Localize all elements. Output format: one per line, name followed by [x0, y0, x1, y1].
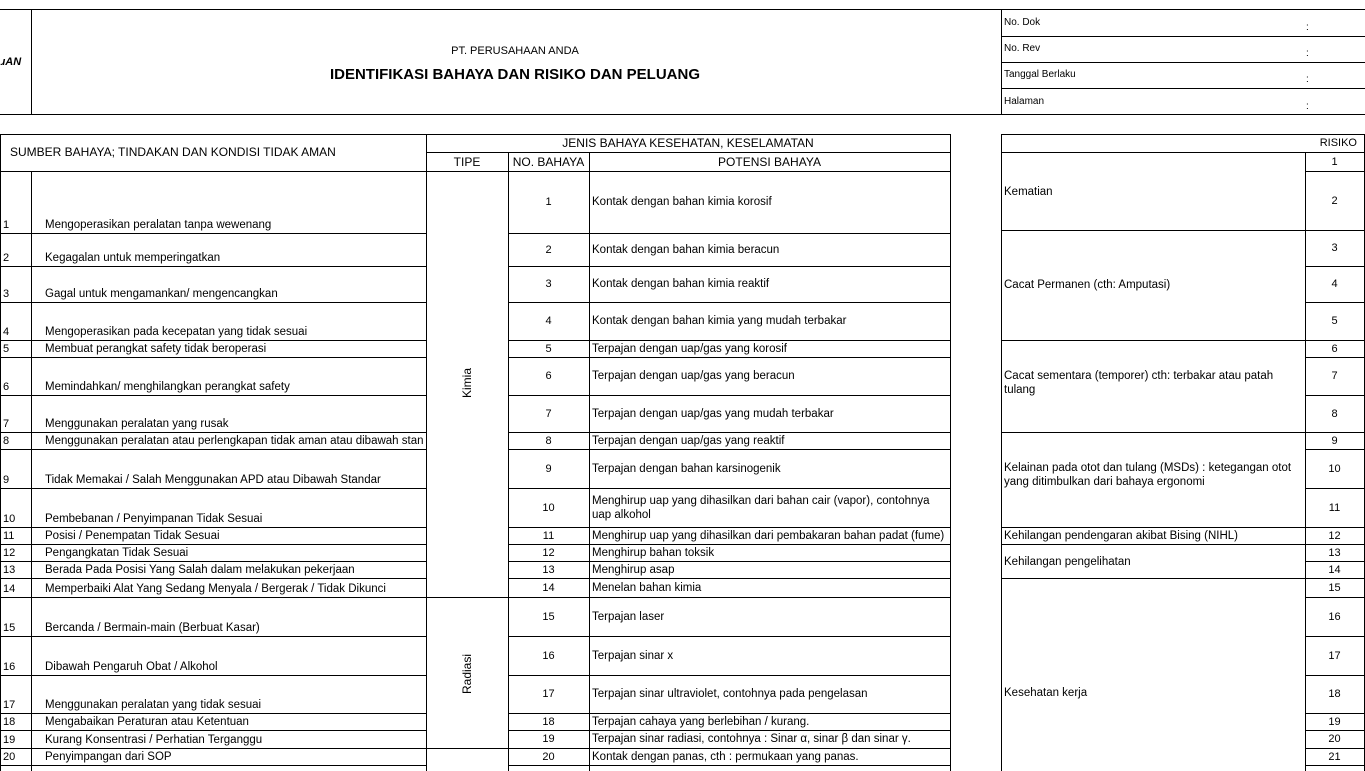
src-row-line [0, 636, 426, 637]
src-row-line [0, 748, 426, 749]
risk-header: RISIKO [1319, 137, 1357, 149]
meta-label: No. Dok [1004, 17, 1041, 28]
header-bottom-line [0, 171, 950, 172]
meta-value: : [1306, 22, 1309, 33]
meta-label: Halaman [1004, 96, 1045, 107]
hazard-text: Terpajan sinar ultraviolet, contohnya pada pengelasan [592, 688, 868, 700]
risk-number: 14 [1328, 563, 1341, 576]
source-row-number: 3 [3, 288, 10, 300]
risk-number: 5 [1331, 315, 1338, 327]
hazard-text: Terpajan dengan bahan karsinogenik [592, 462, 781, 475]
hazard-number: 5 [545, 342, 552, 355]
source-row-number: 15 [3, 622, 16, 634]
risk-top-border [1001, 134, 1364, 135]
risk-num-row-line [1305, 675, 1364, 676]
source-row-text: Kegagalan untuk memperingatkan [45, 252, 221, 264]
risk-category: Kesehatan kerja [1004, 687, 1088, 699]
hazard-number: 13 [542, 563, 555, 576]
source-row-text: Mengoperasikan peralatan tanpa wewenang [45, 219, 272, 231]
source-row-number: 13 [3, 564, 16, 576]
hazard-text: Menghirup bahan toksik [592, 546, 715, 559]
hazard-number: 15 [542, 610, 555, 623]
hazard-number: 9 [545, 462, 552, 475]
source-row-number: 17 [3, 699, 16, 711]
no-col-divider [31, 171, 32, 771]
hazard-text: Kontak dengan panas, cth : permukaan yang panas. [592, 750, 859, 763]
meta-row-line-0 [1001, 36, 1365, 37]
source-row-text: Pembebanan / Penyimpanan Tidak Sesuai [45, 513, 263, 525]
meta-label: No. Rev [1004, 43, 1041, 54]
source-row-number: 6 [3, 381, 10, 393]
header-logo-divider [31, 9, 32, 115]
risk-number: 21 [1328, 750, 1341, 763]
risk-subheader-line [1305, 152, 1364, 153]
risk-group-line [1001, 432, 1305, 433]
risk-group-line [1001, 152, 1305, 153]
source-row-text: Menggunakan peralatan atau perlengkapan tidak aman atau dibawah stan [45, 435, 424, 447]
risk-number: 18 [1328, 688, 1341, 700]
risk-num-row-line [1305, 357, 1364, 358]
hazard-row-line [508, 675, 950, 676]
risk-num-row-line [1305, 395, 1364, 396]
hazard-text: Kontak dengan bahan kimia reaktif [592, 278, 770, 290]
risk-num-row-line [1305, 266, 1364, 267]
source-row-text: Menggunakan peralatan yang tidak sesuai [45, 699, 262, 711]
hazard-number: 10 [542, 501, 555, 514]
risk-group-line [1001, 544, 1305, 545]
src-row-line [0, 713, 426, 714]
nobahaya-col-divider [589, 152, 590, 771]
src-row-line [0, 765, 426, 766]
source-row-text: Penyimpangan dari SOP [45, 751, 172, 763]
source-row-number: 7 [3, 418, 10, 430]
source-row-text: Memperbaiki Alat Yang Sedang Menyala / Bergerak / Tidak Dikunci [45, 583, 386, 595]
src-row-line [0, 730, 426, 731]
source-row-number: 9 [3, 474, 10, 486]
risk-num-row-line [1305, 230, 1364, 231]
risk-number: 4 [1331, 278, 1338, 290]
risk-number: 12 [1328, 529, 1341, 542]
risk-group-line [1001, 527, 1305, 528]
src-row-line [0, 357, 426, 358]
risk-num-row-line [1305, 488, 1364, 489]
hazard-text: Menghirup uap yang dihasilkan dari pembakaran bahan padat (fume) [592, 529, 945, 542]
source-row-number: 4 [3, 326, 10, 338]
source-row-text: Posisi / Penempatan Tidak Sesuai [45, 530, 220, 542]
hazard-row-line [508, 266, 950, 267]
src-col-divider [426, 134, 427, 771]
risk-category: Kehilangan pengelihatan [1004, 556, 1131, 568]
hazard-number: 14 [542, 581, 555, 594]
hazard-text: Kontak dengan bahan kimia beracun [592, 243, 780, 256]
hazard-row-line [508, 449, 950, 450]
hazard-text: Menghirup asap [592, 563, 675, 576]
risk-num-row-line [1305, 578, 1364, 579]
risk-number: 11 [1328, 501, 1341, 514]
tipe-group-line [426, 597, 508, 598]
src-row-line [0, 527, 426, 528]
hazard-number: 8 [545, 434, 552, 447]
source-row-text: Bercanda / Bermain-main (Berbuat Kasar) [45, 622, 260, 634]
source-header: SUMBER BAHAYA; TINDAKAN DAN KONDISI TIDAK AMAN [10, 145, 336, 159]
src-row-line [0, 597, 426, 598]
source-row-text: Menggunakan peralatan yang rusak [45, 418, 229, 430]
src-row-line [0, 675, 426, 676]
source-row-text: Gagal untuk mengamankan/ mengencangkan [45, 288, 278, 300]
hazard-text: Kontak dengan bahan kimia korosif [592, 196, 772, 208]
source-row-text: Pengangkatan Tidak Sesuai [45, 547, 189, 559]
hazard-row-line [508, 302, 950, 303]
source-row-number: 11 [3, 530, 15, 542]
hazard-number: 18 [542, 715, 555, 728]
hazard-number: 2 [545, 243, 552, 256]
source-row-number: 12 [3, 547, 16, 559]
hazard-row-line [508, 597, 950, 598]
hazard-number: 11 [542, 529, 555, 542]
risk-category: Kelainan pada otot dan tulang (MSDs) : ketegangan otot yang ditimbulkan dari bahaya ergonomi [1004, 462, 1292, 488]
hazard-number: 19 [542, 733, 555, 745]
meta-value: : [1306, 48, 1309, 59]
hazard-row-line [508, 488, 950, 489]
hazard-number: 6 [545, 370, 552, 382]
risk-number: 15 [1328, 581, 1341, 594]
meta-row-line-1 [1001, 62, 1365, 63]
src-row-line [0, 302, 426, 303]
hazard-text: Terpajan cahaya yang berlebihan / kurang. [592, 715, 810, 728]
risk-group-line [1001, 340, 1305, 341]
source-row-text: Tidak Memakai / Salah Menggunakan APD atau Dibawah Standar [45, 474, 381, 486]
risk-number: 8 [1331, 407, 1338, 420]
tipe-group-line [426, 748, 508, 749]
hazard-number: 12 [542, 546, 555, 559]
hazard-row-line [508, 730, 950, 731]
header-top-border [0, 9, 1365, 10]
risk-number: 2 [1331, 194, 1338, 207]
risk-number: 9 [1331, 434, 1338, 447]
hazard-text: Terpajan laser [592, 610, 665, 623]
src-row-line [0, 395, 426, 396]
hazard-text: Menghirup uap yang dihasilkan dari bahan cair (vapor), contohnya uap alkohol [592, 494, 930, 521]
tipe-header: TIPE [453, 155, 481, 169]
hazard-number: 16 [542, 649, 555, 662]
potensi-header: POTENSI BAHAYA [718, 155, 821, 169]
risk-number: 3 [1331, 242, 1338, 254]
hazard-number: 4 [545, 315, 552, 327]
hazard-number: 7 [545, 407, 552, 420]
type-label-kimia: Kimia [460, 368, 474, 399]
source-row-number: 18 [3, 716, 16, 728]
risk-number: 7 [1331, 370, 1338, 382]
risk-num-row-line [1305, 302, 1364, 303]
source-row-number: 5 [3, 343, 10, 355]
risk-number: 6 [1331, 342, 1338, 355]
risk-number: 10 [1328, 462, 1341, 475]
hazard-row-line [508, 636, 950, 637]
table-top-border [0, 134, 950, 135]
source-row-text: Kurang Konsentrasi / Perhatian Terganggu [45, 734, 263, 746]
risk-category: Kehilangan pendengaran akibat Bising (NIHL) [1004, 530, 1238, 542]
meta-row-line-2 [1001, 88, 1365, 89]
document-title: IDENTIFIKASI BAHAYA DAN RISIKO DAN PELUANG [329, 66, 701, 83]
risk-category: Cacat sementara (temporer) cth: terbakar atau patah tulang [1004, 370, 1274, 396]
source-row-number: 2 [3, 252, 10, 264]
source-row-text: Berada Pada Posisi Yang Salah dalam melakukan pekerjaan [45, 564, 355, 576]
src-row-line [0, 488, 426, 489]
hazard-text: Terpajan dengan uap/gas yang reaktif [592, 434, 785, 447]
source-row-text: Dibawah Pengaruh Obat / Alkohol [45, 661, 218, 673]
header-bottom-border [0, 114, 1365, 115]
hazard-text: Terpajan dengan uap/gas yang beracun [592, 370, 795, 382]
source-row-number: 19 [3, 734, 16, 746]
risk-group-line [1001, 230, 1305, 231]
hazard-text: Terpajan dengan uap/gas yang mudah terbakar [592, 407, 834, 420]
source-row-number: 10 [3, 513, 16, 525]
meta-label: Tanggal Berlaku [1004, 69, 1076, 80]
source-row-text: Memindahkan/ menghilangkan perangkat safety [45, 381, 290, 393]
subheader-line [426, 152, 950, 153]
src-row-line [0, 266, 426, 267]
src-row-line [0, 449, 426, 450]
hazard-text: Terpajan sinar radiasi, contohnya : Sinar α, sinar β dan sinar γ. [592, 733, 911, 745]
source-row-text: Mengoperasikan pada kecepatan yang tidak sesuai [45, 326, 308, 338]
risk-num-row-line [1305, 171, 1364, 172]
risk-num-row-line [1305, 636, 1364, 637]
source-row-number: 20 [3, 751, 16, 763]
risk-num-row-line [1305, 730, 1364, 731]
nobahaya-header: NO. BAHAYA [512, 155, 585, 169]
hazard-row-line [508, 357, 950, 358]
company-name: PT. PERUSAHAAN ANDA [451, 45, 579, 57]
hazard-number: 20 [542, 750, 555, 763]
hazard-row-line [508, 233, 950, 234]
src-row-line [0, 340, 426, 341]
hazard-row-line [508, 765, 950, 766]
risk-number: 1 [1331, 155, 1338, 168]
source-row-number: 16 [3, 661, 16, 673]
risk-num-row-line [1305, 597, 1364, 598]
right-border-left-table [950, 134, 951, 771]
risk-num-row-line [1305, 449, 1364, 450]
risk-number: 17 [1328, 649, 1341, 662]
hazard-text: Kontak dengan bahan kimia yang mudah terbakar [592, 315, 847, 327]
hazard-number: 17 [542, 688, 555, 700]
src-row-line [0, 432, 426, 433]
risk-number: 20 [1328, 733, 1341, 745]
hazard-row-line [508, 395, 950, 396]
src-row-line [0, 578, 426, 579]
hazard-number: 1 [545, 196, 552, 208]
hazard-text: Menelan bahan kimia [592, 581, 702, 594]
hazard-number: 3 [545, 278, 552, 290]
hazard-group-header: JENIS BAHAYA KESEHATAN, KESELAMATAN [562, 136, 814, 150]
hazard-row-line [508, 578, 950, 579]
risk-number: 19 [1328, 715, 1341, 728]
risk-group-line [1001, 578, 1305, 579]
risk-category: Kematian [1004, 186, 1053, 198]
risk-number: 13 [1328, 546, 1341, 559]
source-row-number: 1 [3, 219, 10, 231]
src-row-line [0, 544, 426, 545]
meta-value: : [1306, 74, 1309, 85]
risk-num-row-line [1305, 765, 1364, 766]
hazard-text: Terpajan sinar x [592, 649, 674, 662]
source-row-number: 14 [3, 583, 16, 595]
risk-category: Cacat Permanen (cth: Amputasi) [1004, 279, 1171, 291]
source-row-text: Membuat perangkat safety tidak beroperasi [45, 343, 267, 355]
meta-value: : [1306, 101, 1309, 112]
src-row-line [0, 233, 426, 234]
risk-number: 16 [1328, 610, 1341, 623]
logo: ɹAN [1, 56, 22, 68]
source-row-text: Mengabaikan Peraturan atau Ketentuan [45, 716, 249, 728]
type-label-radiasi: Radiasi [460, 653, 474, 695]
hazard-text: Terpajan dengan uap/gas yang korosif [592, 342, 788, 355]
source-row-number: 8 [3, 435, 10, 447]
src-row-line [0, 561, 426, 562]
